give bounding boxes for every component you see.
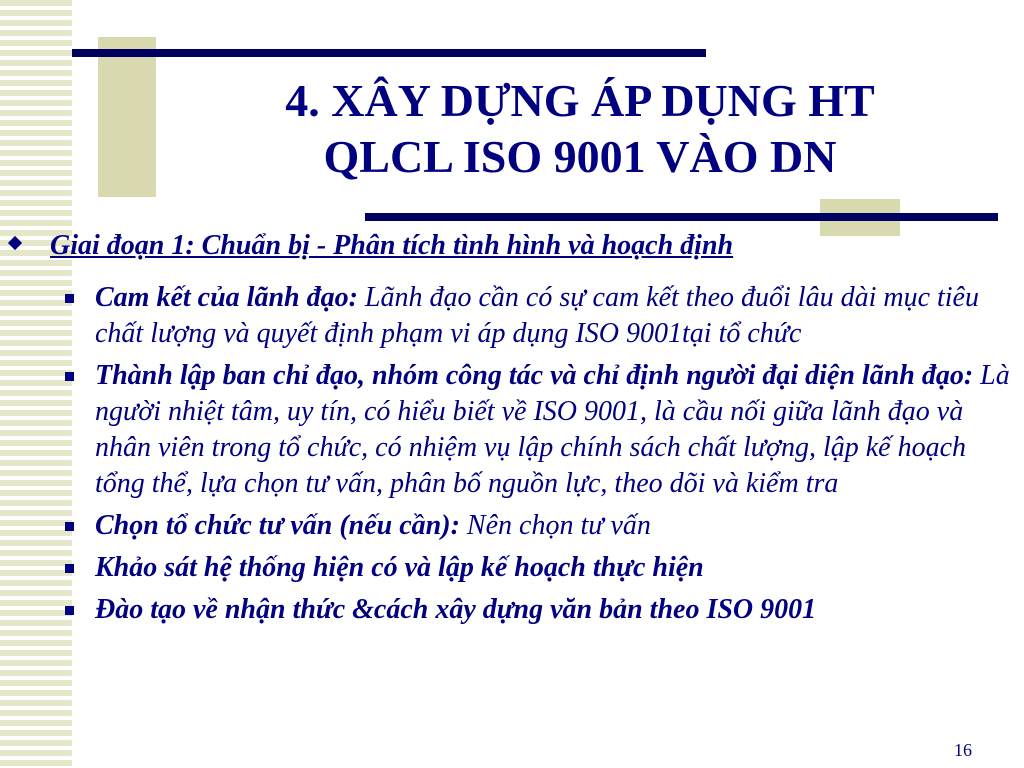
list-item xyxy=(95,508,1010,544)
decorative-line-bottom xyxy=(365,213,998,221)
item-text: Nên chọn tư vấn xyxy=(459,510,651,541)
item-bold-label: Chọn tổ chức tư vấn (nếu cần): xyxy=(95,510,460,541)
bullet-list xyxy=(95,280,1010,634)
decorative-stripes xyxy=(0,0,72,768)
list-item xyxy=(95,592,1010,628)
square-bullet-icon xyxy=(65,606,74,615)
list-item xyxy=(95,358,1010,502)
item-bold-label: Cam kết của lãnh đạo: xyxy=(95,282,358,313)
item-bold-label: Thành lập ban chỉ đạo, nhóm công tác và chỉ định người đại diện lãnh đạo: xyxy=(95,360,974,391)
level1-heading: Giai đoạn 1: Chuẩn bị - Phân tích tình hình và hoạch định xyxy=(50,230,734,261)
page-number: 16 xyxy=(954,740,972,760)
square-bullet-icon xyxy=(65,372,74,381)
slide-title xyxy=(150,73,1010,185)
item-text: Là người nhiệt tâm, uy tín, có hiểu biết về ISO 9001, là cầu nối giữa lãnh đạo và nhân viên trong tổ chức, có nhiệm vụ lập chính sách chất lượng, lập kế hoạch tổng thể, lựa chọn tư vấn, phân bố nguồn lực, theo dõi và kiểm tra xyxy=(95,360,1010,499)
square-bullet-icon xyxy=(65,522,74,531)
decorative-box-top xyxy=(98,37,156,197)
decorative-line-top xyxy=(72,49,706,57)
list-item xyxy=(95,550,1010,586)
item-bold-label: Khảo sát hệ thống hiện có và lập kế hoạch thực hiện xyxy=(95,552,704,583)
item-bold-label: Đào tạo về nhận thức &cách xây dựng văn bản theo ISO 9001 xyxy=(95,594,817,625)
list-item xyxy=(95,280,1010,352)
title-line-2: QLCL ISO 9001 VÀO DN xyxy=(323,131,837,182)
square-bullet-icon xyxy=(65,564,74,573)
square-bullet-icon xyxy=(65,294,74,303)
item-text: Lãnh đạo cần có sự cam kết theo đuổi lâu dài mục tiêu chất lượng và quyết định phạm vi áp dụng ISO 9001tại tổ chức xyxy=(95,282,979,349)
title-line-1: 4. XÂY DỰNG ÁP DỤNG HT xyxy=(285,75,875,126)
